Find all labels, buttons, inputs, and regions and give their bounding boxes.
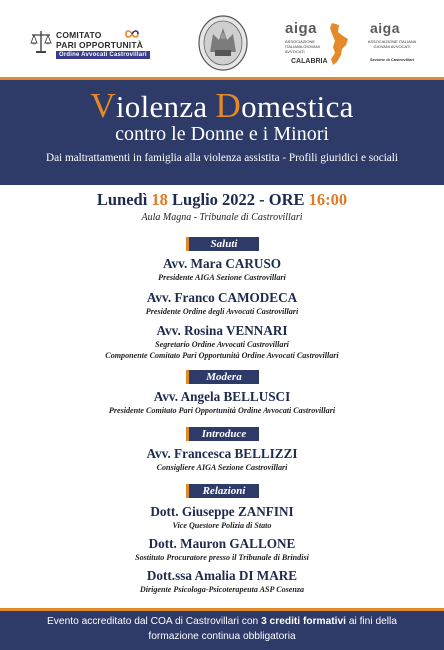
calabria-map-icon — [329, 22, 351, 66]
title-word-2: omestica — [241, 89, 354, 124]
aiga-castrovillari-logo — [362, 20, 422, 70]
date-month-year: Luglio 2022 - ORE — [167, 190, 309, 209]
speaker-title: Avv. Angela — [153, 389, 224, 404]
comitato-title: COMITATO — [56, 30, 102, 40]
speaker-surname: GALLONE — [229, 536, 296, 551]
comitato-org: Ordine Avvocati Castrovillari — [56, 51, 150, 59]
speaker-vennari — [0, 323, 444, 339]
speaker-title: Avv. Francesca — [146, 446, 235, 461]
speaker-zanfini — [0, 504, 444, 520]
speaker-surname: DI MARE — [238, 568, 298, 583]
section-introduce: Introduce — [186, 427, 259, 441]
aiga-castrovillari-association: ASSOCIAZIONE ITALIANA GIOVANI AVVOCATI — [367, 39, 417, 49]
aiga-castrovillari-section: Sezione di Castrovillari — [369, 57, 414, 62]
section-relazioni: Relazioni — [186, 484, 259, 498]
speaker-role: Sostituto Procuratore presso il Tribunale di Brindisi — [135, 553, 309, 562]
section-saluti: Saluti — [186, 237, 259, 251]
accreditation-text-1: Evento accreditato dal COA di Castrovillari con — [47, 616, 262, 627]
accreditation-text-2: ai fini della formazione continua obbligatoria — [148, 616, 397, 642]
bar-association-seal-icon — [197, 14, 249, 72]
aiga-calabria-association: ASSOCIAZIONE ITALIANA GIOVANI AVVOCATI — [285, 39, 320, 54]
comitato-subtitle: PARI OPPORTUNITÀ — [56, 40, 144, 50]
date-weekday: Lunedì — [96, 190, 152, 209]
band-bottom-rule — [0, 183, 444, 185]
date-time: 16:00 — [308, 190, 348, 209]
title-word-1: iolenza — [115, 89, 216, 124]
infinity-icon — [124, 29, 140, 39]
speaker-role: Dirigente Psicologa-Psicoterapeuta ASP Cosenza — [139, 585, 305, 594]
speaker-surname: BELLIZZI — [234, 446, 298, 461]
section-modera: Modera — [186, 370, 259, 384]
event-subtitle: contro le Donne e i Minori — [115, 123, 329, 145]
speaker-title: Dott. Giuseppe — [150, 504, 238, 519]
speaker-title: Dott.ssa Amalia — [146, 568, 239, 583]
scales-of-justice-icon — [30, 29, 52, 55]
speaker-camodeca — [0, 290, 444, 306]
speaker-gallone — [0, 536, 444, 552]
speaker-role: Componente Comitato Pari Opportunità Ordine Avvocati Castrovillari — [105, 351, 339, 360]
speaker-title: Dott. Mauron — [148, 536, 230, 551]
speaker-role: Vice Questore Polizia di Stato — [172, 521, 272, 530]
logo-strip — [0, 0, 444, 80]
title-initial-d: D — [215, 86, 242, 125]
speaker-title: Avv. Mara — [162, 256, 226, 271]
date-day: 18 — [151, 190, 168, 209]
speaker-di-mare — [0, 568, 444, 584]
accreditation-credits: 3 crediti formativi — [261, 616, 346, 627]
event-date — [0, 190, 444, 210]
comitato-logo — [30, 26, 147, 70]
title-initial-v: V — [90, 86, 116, 125]
accreditation-note — [22, 614, 422, 644]
speaker-bellizzi — [0, 446, 444, 462]
speaker-surname: ZANFINI — [237, 504, 294, 519]
speaker-role: Segretario Ordine Avvocati Castrovillari — [155, 340, 289, 349]
speaker-bellusci — [0, 389, 444, 405]
aiga-calabria-region: CALABRIA — [291, 58, 328, 65]
speaker-role: Consigliere AIGA Sezione Castrovillari — [156, 463, 288, 472]
aiga-castrovillari-wordmark: aiga — [370, 20, 401, 36]
speaker-role: Presidente Comitato Pari Opportunità Ordine Avvocati Castrovillari — [108, 406, 336, 415]
event-venue: Aula Magna - Tribunale di Castrovillari — [141, 212, 303, 223]
speaker-surname: BELLUSCI — [223, 389, 291, 404]
speaker-title: Avv. Rosina — [156, 323, 226, 338]
speaker-surname: CAMODECA — [218, 290, 298, 305]
speaker-caruso — [0, 256, 444, 272]
event-tagline: Dai maltrattamenti in famiglia alla violenza assistita - Profili giuridici e sociali — [46, 152, 398, 164]
speaker-role: Presidente Ordine degli Avvocati Castrovillari — [145, 307, 299, 316]
aiga-calabria-logo — [283, 20, 355, 70]
aiga-calabria-wordmark: aiga — [285, 20, 318, 37]
event-title — [0, 88, 444, 125]
speaker-surname: CARUSO — [225, 256, 282, 271]
speaker-role: Presidente AIGA Sezione Castrovillari — [158, 273, 286, 282]
speaker-surname: VENNARI — [225, 323, 288, 338]
speaker-title: Avv. Franco — [146, 290, 219, 305]
